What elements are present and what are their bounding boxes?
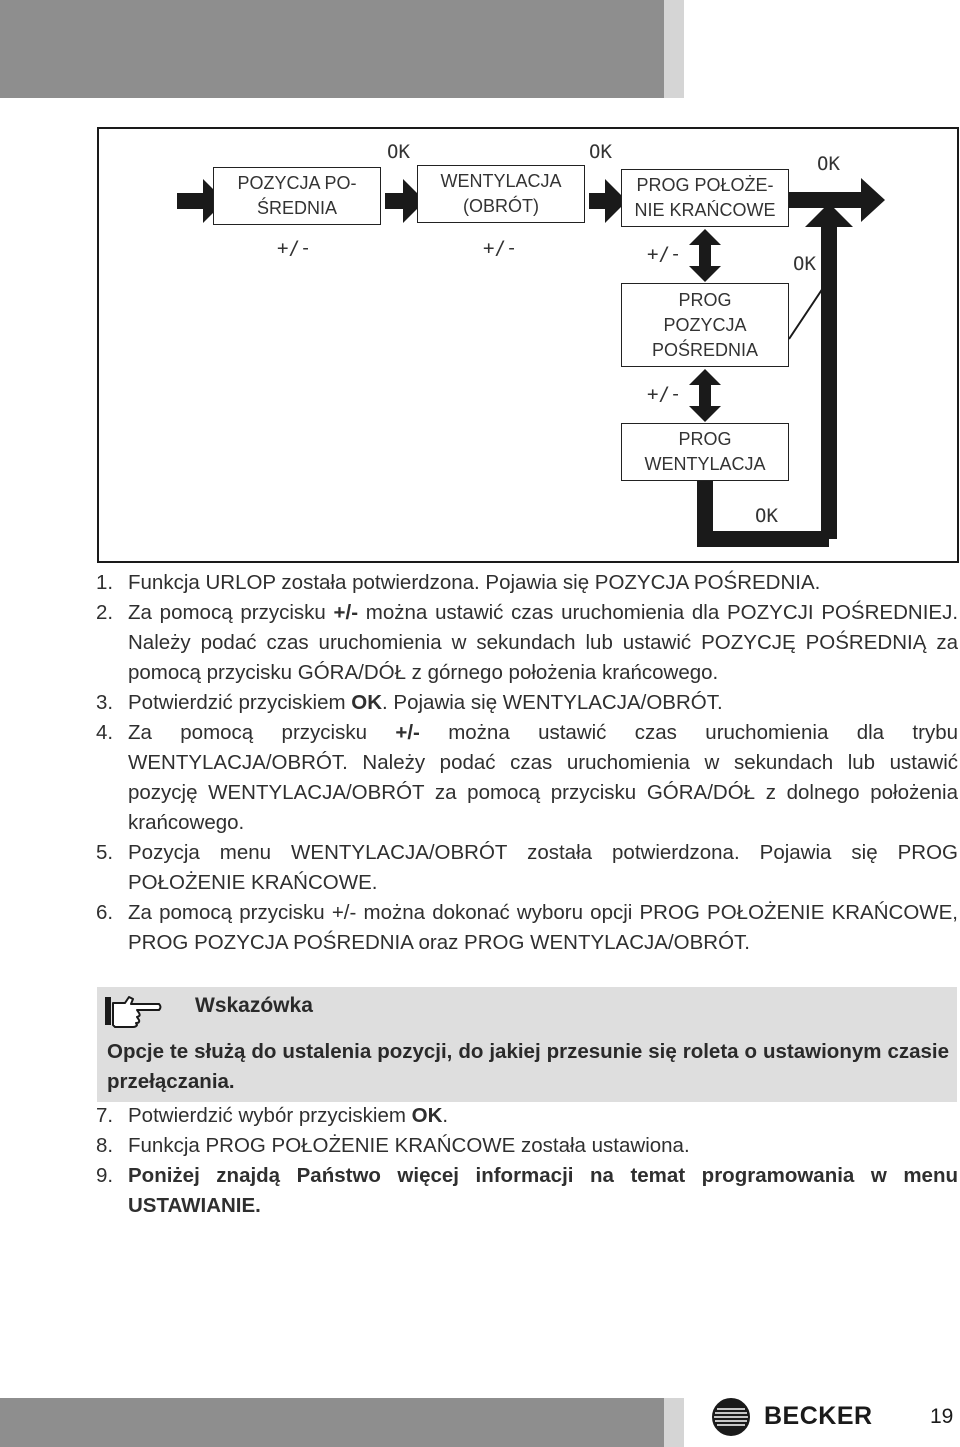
ok-label-4: OK (793, 253, 816, 275)
box-prog-wentylacja: PROG WENTYLACJA (621, 423, 789, 481)
step-text: Funkcja PROG POŁOŻENIE KRAŃCOWE została ustawiona. (128, 1134, 690, 1157)
list-item (96, 1131, 958, 1161)
step-key: OK (351, 691, 383, 714)
ok-label-2: OK (589, 141, 612, 163)
step-number: 5. (96, 841, 114, 864)
header-bar (0, 0, 664, 98)
list-item (96, 568, 958, 598)
step-text: Poniżej znajdą Państwo więcej informacji na temat programowania w menu USTAWIANIE. (128, 1164, 958, 1217)
step-text: Za pomocą przycisku (128, 601, 334, 624)
step-text: . Pojawia się WENTYLACJA/OBRÓT. (382, 691, 723, 714)
hint-title: Wskazówka (195, 994, 313, 1017)
step-text: Potwierdzić przyciskiem (128, 691, 352, 714)
step-text: można ustawić czas uruchomienia dla POZYCJI POŚREDNIEJ. Należy podać czas uruchomienia w sekundach lub ustawić POZYCJĘ POŚREDNIĄ za pomocą przycisku GÓRA/DÓŁ z górnego położenia krańcowego. (128, 601, 959, 684)
header-bar-accent (664, 0, 684, 98)
plus-minus-label-1: +/- (277, 237, 312, 259)
step-text: Potwierdzić wybór przyciskiem (128, 1104, 412, 1127)
list-item (96, 898, 958, 958)
double-arrow-2 (689, 369, 721, 422)
list-item (96, 718, 958, 838)
ok-label-5: OK (755, 505, 778, 527)
step-key: +/- (395, 721, 420, 744)
double-arrow-1 (689, 229, 721, 282)
brand-name: BECKER (764, 1402, 873, 1430)
ok-label-1: OK (387, 141, 410, 163)
step-text: Pozycja menu WENTYLACJA/OBRÓT została potwierdzona. Pojawia się PROG POŁOŻENIE KRAŃCOWE. (128, 841, 958, 894)
plus-minus-label-2: +/- (483, 237, 518, 259)
box-wentylacja-obrot: WENTYLACJA (OBRÓT) (417, 165, 585, 223)
becker-logo-icon (711, 1397, 751, 1437)
box-prog-pozycja-posrednia: PROG POZYCJA POŚREDNIA (621, 283, 789, 367)
step-number: 3. (96, 691, 114, 714)
step-key: OK (411, 1104, 443, 1127)
plus-minus-label-4: +/- (647, 383, 682, 405)
step-number: 4. (96, 721, 114, 744)
pointing-hand-icon (103, 993, 163, 1029)
footer-bar-accent (664, 1398, 684, 1447)
box-pozycja-posrednia: POZYCJA PO- ŚREDNIA (213, 167, 381, 225)
ok-label-3: OK (817, 153, 840, 175)
step-number: 6. (96, 901, 114, 924)
step-text: . (442, 1104, 449, 1127)
steps-list-continued (96, 1101, 958, 1221)
page-number: 19 (930, 1405, 954, 1428)
list-item (96, 1161, 958, 1221)
list-item (96, 1101, 958, 1131)
steps-list (96, 568, 958, 958)
step-number: 2. (96, 601, 114, 624)
step-number: 1. (96, 571, 114, 594)
step-key: +/- (333, 601, 359, 624)
step-number: 8. (96, 1134, 114, 1157)
step-number: 7. (96, 1104, 114, 1127)
flow-diagram (97, 127, 959, 563)
step-text: Za pomocą przycisku (128, 721, 396, 744)
list-item (96, 688, 958, 718)
step-text: Funkcja URLOP została potwierdzona. Pojawia się POZYCJA POŚREDNIA. (128, 571, 821, 594)
plus-minus-label-3: +/- (647, 243, 682, 265)
hint-text: Opcje te służą do ustalenia pozycji, do jakiej przesunie się roleta o ustawionym czasie przełączania. (107, 1040, 949, 1093)
list-item (96, 598, 958, 688)
hint-box (97, 987, 957, 1102)
list-item (96, 838, 958, 898)
step-number: 9. (96, 1164, 114, 1187)
step-text: Za pomocą przycisku +/- można dokonać wyboru opcji PROG POŁOŻENIE KRAŃCOWE, PROG POZYCJA POŚREDNIA oraz PROG WENTYLACJA/OBRÓT. (128, 901, 958, 954)
step-text: można ustawić czas uruchomienia dla trybu WENTYLACJA/OBRÓT. Należy podać czas uruchomienia w sekundach lub ustawić pozycję WENTYLACJA/OBRÓT za pomocą przycisku GÓRA/DÓŁ z dolnego położenia krańcowego. (128, 721, 958, 834)
box-prog-polozenie-krancowe: PROG POŁOŻE- NIE KRAŃCOWE (621, 169, 789, 227)
footer-bar (0, 1398, 664, 1447)
